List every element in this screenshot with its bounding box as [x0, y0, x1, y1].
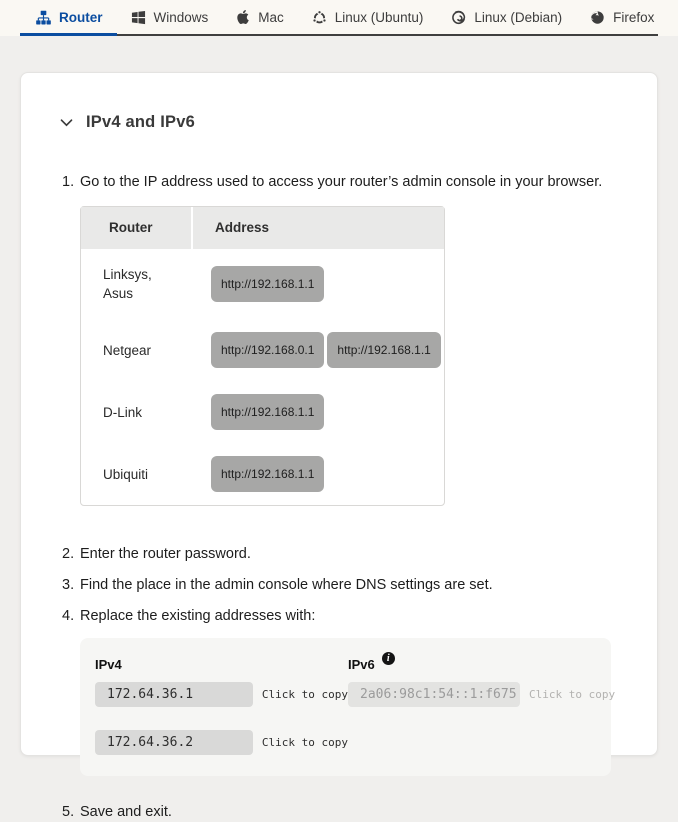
address-pill[interactable]: http://192.168.0.1	[211, 332, 324, 368]
step-4	[62, 606, 621, 776]
tab-label: Linux (Debian)	[474, 9, 563, 25]
ipv4-address-field[interactable]: 172.64.36.1	[95, 682, 253, 707]
address-pill[interactable]: http://192.168.1.1	[211, 266, 324, 302]
ipv6-address-field[interactable]: 2a06:98c1:54::1:f675	[348, 682, 520, 707]
step-2	[62, 544, 621, 564]
ipv4-label: IPv4	[95, 657, 122, 672]
step-number: 1.	[62, 174, 75, 190]
step-5	[62, 802, 621, 822]
tab-label: Windows	[153, 9, 209, 25]
click-to-copy-label[interactable]: Click to copy	[529, 687, 616, 701]
step-text: Replace the existing addresses with:	[80, 608, 316, 624]
address-pill[interactable]: http://192.168.1.1	[211, 394, 324, 430]
step-text: Save and exit.	[80, 804, 172, 820]
table-row	[81, 249, 444, 319]
info-icon[interactable]: i	[382, 652, 395, 665]
router-name: Ubiquiti	[103, 466, 149, 482]
ubuntu-icon	[312, 10, 327, 25]
tab-label: Mac	[258, 9, 284, 25]
router-address-table	[80, 206, 445, 506]
tab-firefox[interactable]	[576, 0, 668, 34]
ipv6-label: IPv6	[348, 657, 375, 672]
tab-label: Linux (Ubuntu)	[334, 9, 424, 25]
apple-icon	[236, 9, 250, 25]
table-row	[81, 319, 444, 381]
tab-label: Router	[59, 9, 103, 25]
debian-swirl-icon	[451, 10, 466, 25]
platform-tab-bar	[0, 0, 678, 36]
tab-windows[interactable]	[117, 0, 223, 34]
step-number: 5.	[62, 804, 75, 820]
tab-linux-debian[interactable]	[437, 0, 576, 34]
table-header-address: Address	[193, 207, 444, 249]
firefox-icon	[590, 10, 605, 25]
step-1	[62, 172, 621, 533]
ipv6-column	[348, 652, 616, 755]
address-pill[interactable]: http://192.168.1.1	[327, 332, 440, 368]
windows-icon	[131, 10, 146, 25]
tab-mac[interactable]	[222, 0, 298, 34]
dns-addresses-panel	[80, 638, 616, 776]
ipv4-column	[95, 655, 348, 755]
platform-tabs	[20, 0, 658, 36]
step-text: Go to the IP address used to access your router’s admin console in your browser.	[80, 174, 603, 190]
step-number: 2.	[62, 546, 75, 562]
section-title: IPv4 and IPv6	[86, 113, 195, 131]
ipv4-address-field[interactable]: 172.64.36.2	[95, 730, 253, 755]
table-header-router: Router	[81, 207, 191, 249]
section-header-ipv4-ipv6[interactable]	[60, 113, 621, 132]
tab-label: Firefox	[613, 9, 655, 25]
table-header-row	[81, 207, 444, 249]
click-to-copy-label[interactable]: Click to copy	[261, 687, 348, 701]
router-name: Netgear	[103, 342, 152, 358]
address-pill[interactable]: http://192.168.1.1	[211, 456, 324, 492]
content-card	[20, 72, 658, 820]
chevron-down-icon	[60, 114, 73, 132]
step-text: Enter the router password.	[80, 546, 251, 562]
step-number: 3.	[62, 577, 75, 593]
step-3	[62, 575, 621, 595]
step-text: Find the place in the admin console where DNS settings are set.	[80, 577, 493, 593]
table-row	[81, 381, 444, 443]
router-name: D-Link	[103, 404, 143, 420]
tab-router[interactable]	[20, 0, 117, 34]
step-number: 4.	[62, 608, 75, 624]
router-name: Linksys, Asus	[103, 267, 152, 301]
click-to-copy-label[interactable]: Click to copy	[261, 735, 348, 749]
instruction-steps	[62, 172, 621, 822]
router-sitemap-icon	[36, 10, 51, 25]
tab-linux-ubuntu[interactable]	[298, 0, 438, 34]
table-row	[81, 443, 444, 505]
